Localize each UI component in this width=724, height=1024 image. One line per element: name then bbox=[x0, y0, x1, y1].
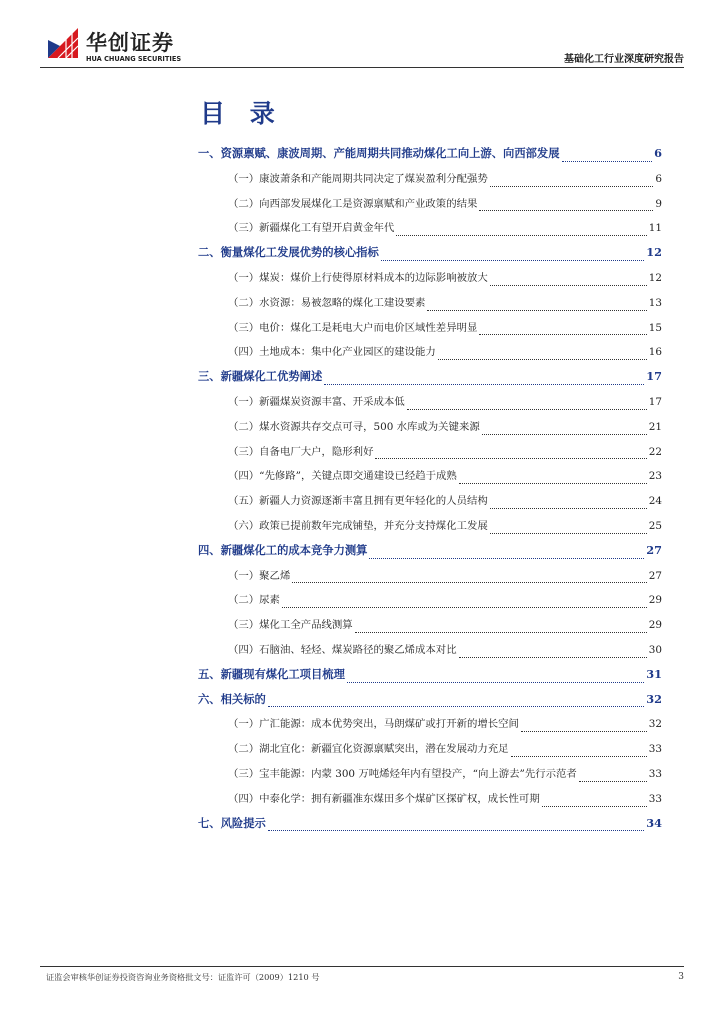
toc-section-entry[interactable] bbox=[198, 666, 662, 691]
toc-entry-text: （二）尿素 bbox=[228, 594, 280, 607]
toc-entry-page: 6 bbox=[654, 146, 662, 160]
toc-dot-leader bbox=[407, 409, 647, 410]
toc-entry-page: 27 bbox=[646, 542, 662, 557]
toc-entry-text: （五）新疆人力资源逐渐丰富且拥有更年轻化的人员结构 bbox=[228, 495, 488, 508]
toc-entry-page: 33 bbox=[648, 767, 662, 780]
toc-dot-leader bbox=[369, 558, 644, 559]
toc-subsection-entry[interactable] bbox=[198, 319, 662, 344]
toc-entry-page: 31 bbox=[646, 666, 662, 681]
footer-divider bbox=[40, 966, 684, 967]
toc-entry-page: 17 bbox=[646, 369, 662, 384]
toc-dot-leader bbox=[381, 260, 645, 261]
toc-entry-text: （三）电价：煤化工是耗电大户而电价区域性差异明显 bbox=[228, 321, 478, 334]
toc-entry-page: 6 bbox=[655, 172, 662, 185]
toc-subsection-entry[interactable] bbox=[198, 418, 662, 443]
toc-entry-text: 七、风险提示 bbox=[198, 815, 266, 830]
toc-dot-leader bbox=[542, 806, 647, 807]
toc-entry-page: 27 bbox=[648, 569, 662, 582]
toc-section-entry[interactable] bbox=[198, 145, 662, 170]
company-logo bbox=[46, 26, 186, 66]
toc-entry-page: 11 bbox=[648, 222, 662, 235]
toc-entry-text: （三）煤化工全产品线测算 bbox=[228, 619, 353, 632]
page-number: 3 bbox=[678, 972, 684, 982]
toc-dot-leader bbox=[482, 434, 647, 435]
toc-entry-text: （一）广汇能源：成本优势突出，马朗煤矿或打开新的增长空间 bbox=[228, 718, 519, 731]
toc-dot-leader bbox=[490, 186, 654, 187]
toc-entry-text: （一）新疆煤炭资源丰富、开采成本低 bbox=[228, 395, 405, 408]
report-type: 基础化工行业深度研究报告 bbox=[564, 54, 684, 65]
toc-entry-text: （三）宝丰能源：内蒙 300 万吨烯烃年内有望投产，“向上游去”先行示范者 bbox=[228, 767, 577, 780]
toc-entry-page: 33 bbox=[648, 792, 662, 805]
toc-entry-page: 29 bbox=[648, 619, 662, 632]
toc-entry-text: （二）湖北宜化：新疆宜化资源禀赋突出，潜在发展动力充足 bbox=[228, 743, 509, 756]
table-of-contents bbox=[198, 145, 662, 839]
toc-dot-leader bbox=[438, 359, 647, 360]
toc-dot-leader bbox=[490, 285, 647, 286]
toc-subsection-entry[interactable] bbox=[198, 591, 662, 616]
toc-entry-text: （四）中泰化学：拥有新疆准东煤田多个煤矿区探矿权，成长性可期 bbox=[228, 792, 540, 805]
toc-subsection-entry[interactable] bbox=[198, 567, 662, 592]
page-header bbox=[0, 0, 724, 72]
toc-section-entry[interactable] bbox=[198, 691, 662, 716]
toc-section-entry[interactable] bbox=[198, 815, 662, 840]
toc-subsection-entry[interactable] bbox=[198, 765, 662, 790]
toc-entry-text: 三、新疆煤化工优势阐述 bbox=[198, 369, 323, 384]
toc-entry-text: （二）水资源：易被忽略的煤化工建设要素 bbox=[228, 296, 426, 309]
toc-entry-page: 33 bbox=[648, 743, 662, 756]
toc-dot-leader bbox=[562, 161, 653, 162]
toc-entry-text: （二）向西部发展煤化工是资源禀赋和产业政策的结果 bbox=[228, 197, 478, 210]
toc-dot-leader bbox=[490, 508, 647, 509]
toc-entry-text: （一）煤炭：煤价上行使得原材料成本的边际影响被放大 bbox=[228, 271, 488, 284]
toc-entry-text: （三）新疆煤化工有望开启黄金年代 bbox=[228, 222, 395, 235]
toc-dot-leader bbox=[324, 384, 644, 385]
toc-entry-text: （四）石脑油、轻烃、煤炭路径的聚乙烯成本对比 bbox=[228, 643, 457, 656]
toc-dot-leader bbox=[347, 682, 644, 683]
toc-entry-page: 34 bbox=[646, 815, 662, 830]
toc-subsection-entry[interactable] bbox=[198, 715, 662, 740]
footer-license: 证监会审核华创证券投资咨询业务资格批文号：证监许可（2009）1210 号 bbox=[46, 972, 320, 982]
toc-subsection-entry[interactable] bbox=[198, 517, 662, 542]
toc-dot-leader bbox=[579, 781, 647, 782]
toc-subsection-entry[interactable] bbox=[198, 492, 662, 517]
toc-entry-page: 17 bbox=[648, 395, 662, 408]
toc-entry-text: （一）聚乙烯 bbox=[228, 569, 291, 582]
toc-section-entry[interactable] bbox=[198, 368, 662, 393]
toc-subsection-entry[interactable] bbox=[198, 443, 662, 468]
toc-dot-leader bbox=[459, 483, 647, 484]
toc-dot-leader bbox=[268, 706, 644, 707]
toc-entry-page: 12 bbox=[648, 271, 662, 284]
toc-entry-page: 9 bbox=[655, 197, 662, 210]
toc-dot-leader bbox=[479, 334, 646, 335]
toc-subsection-entry[interactable] bbox=[198, 170, 662, 195]
toc-subsection-entry[interactable] bbox=[198, 294, 662, 319]
toc-entry-text: （二）煤水资源共存交点可寻，500 水库或为关键来源 bbox=[228, 420, 480, 433]
toc-entry-text: （四）“先修路”，关键点即交通建设已经趋于成熟 bbox=[228, 470, 457, 483]
toc-entry-page: 15 bbox=[648, 321, 662, 334]
toc-entry-text: （一）康波萧条和产能周期共同决定了煤炭盈利分配强势 bbox=[228, 172, 488, 185]
toc-dot-leader bbox=[355, 632, 647, 633]
toc-dot-leader bbox=[268, 830, 644, 831]
toc-entry-page: 32 bbox=[646, 691, 662, 706]
toc-dot-leader bbox=[292, 582, 646, 583]
header-divider bbox=[40, 67, 684, 68]
toc-entry-text: （四）土地成本：集中化产业园区的建设能力 bbox=[228, 346, 436, 359]
toc-dot-leader bbox=[282, 607, 647, 608]
toc-subsection-entry[interactable] bbox=[198, 195, 662, 220]
toc-dot-leader bbox=[479, 210, 653, 211]
toc-dot-leader bbox=[396, 235, 647, 236]
toc-entry-text: 一、资源禀赋、康波周期、产能周期共同推动煤化工向上游、向西部发展 bbox=[198, 146, 560, 160]
toc-dot-leader bbox=[521, 731, 647, 732]
toc-entry-page: 13 bbox=[648, 296, 662, 309]
toc-entry-page: 24 bbox=[648, 495, 662, 508]
toc-subsection-entry[interactable] bbox=[198, 219, 662, 244]
toc-dot-leader bbox=[375, 458, 646, 459]
toc-subsection-entry[interactable] bbox=[198, 641, 662, 666]
toc-entry-page: 29 bbox=[648, 594, 662, 607]
logo-english-name: HUA CHUANG SECURITIES bbox=[86, 55, 182, 63]
toc-subsection-entry[interactable] bbox=[198, 740, 662, 765]
toc-entry-text: 四、新疆煤化工的成本竞争力测算 bbox=[198, 542, 368, 557]
toc-dot-leader bbox=[459, 657, 647, 658]
toc-dot-leader bbox=[490, 533, 647, 534]
toc-entry-page: 12 bbox=[646, 245, 662, 260]
toc-subsection-entry[interactable] bbox=[198, 467, 662, 492]
logo-chinese-name: 华创证券 bbox=[86, 31, 174, 55]
toc-entry-page: 23 bbox=[648, 470, 662, 483]
toc-entry-text: （三）自备电厂大户，隐形利好 bbox=[228, 445, 374, 458]
toc-entry-page: 21 bbox=[648, 420, 662, 433]
toc-entry-text: 五、新疆现有煤化工项目梳理 bbox=[198, 666, 345, 681]
toc-entry-page: 22 bbox=[648, 445, 662, 458]
toc-entry-text: 六、相关标的 bbox=[198, 691, 266, 706]
toc-subsection-entry[interactable] bbox=[198, 269, 662, 294]
toc-subsection-entry[interactable] bbox=[198, 343, 662, 368]
toc-dot-leader bbox=[511, 756, 647, 757]
toc-entry-page: 16 bbox=[648, 346, 662, 359]
toc-entry-page: 32 bbox=[648, 718, 662, 731]
toc-entry-text: （六）政策已提前数年完成铺垫，并充分支持煤化工发展 bbox=[228, 519, 488, 532]
toc-entry-text: 二、衡量煤化工发展优势的核心指标 bbox=[198, 245, 379, 260]
toc-entry-page: 30 bbox=[648, 643, 662, 656]
toc-title: 目 录 bbox=[200, 99, 283, 128]
toc-entry-page: 25 bbox=[648, 519, 662, 532]
logo-mark-icon bbox=[46, 26, 80, 60]
toc-section-entry[interactable] bbox=[198, 244, 662, 269]
toc-subsection-entry[interactable] bbox=[198, 790, 662, 815]
toc-section-entry[interactable] bbox=[198, 542, 662, 567]
toc-dot-leader bbox=[427, 310, 646, 311]
toc-subsection-entry[interactable] bbox=[198, 616, 662, 641]
toc-subsection-entry[interactable] bbox=[198, 393, 662, 418]
